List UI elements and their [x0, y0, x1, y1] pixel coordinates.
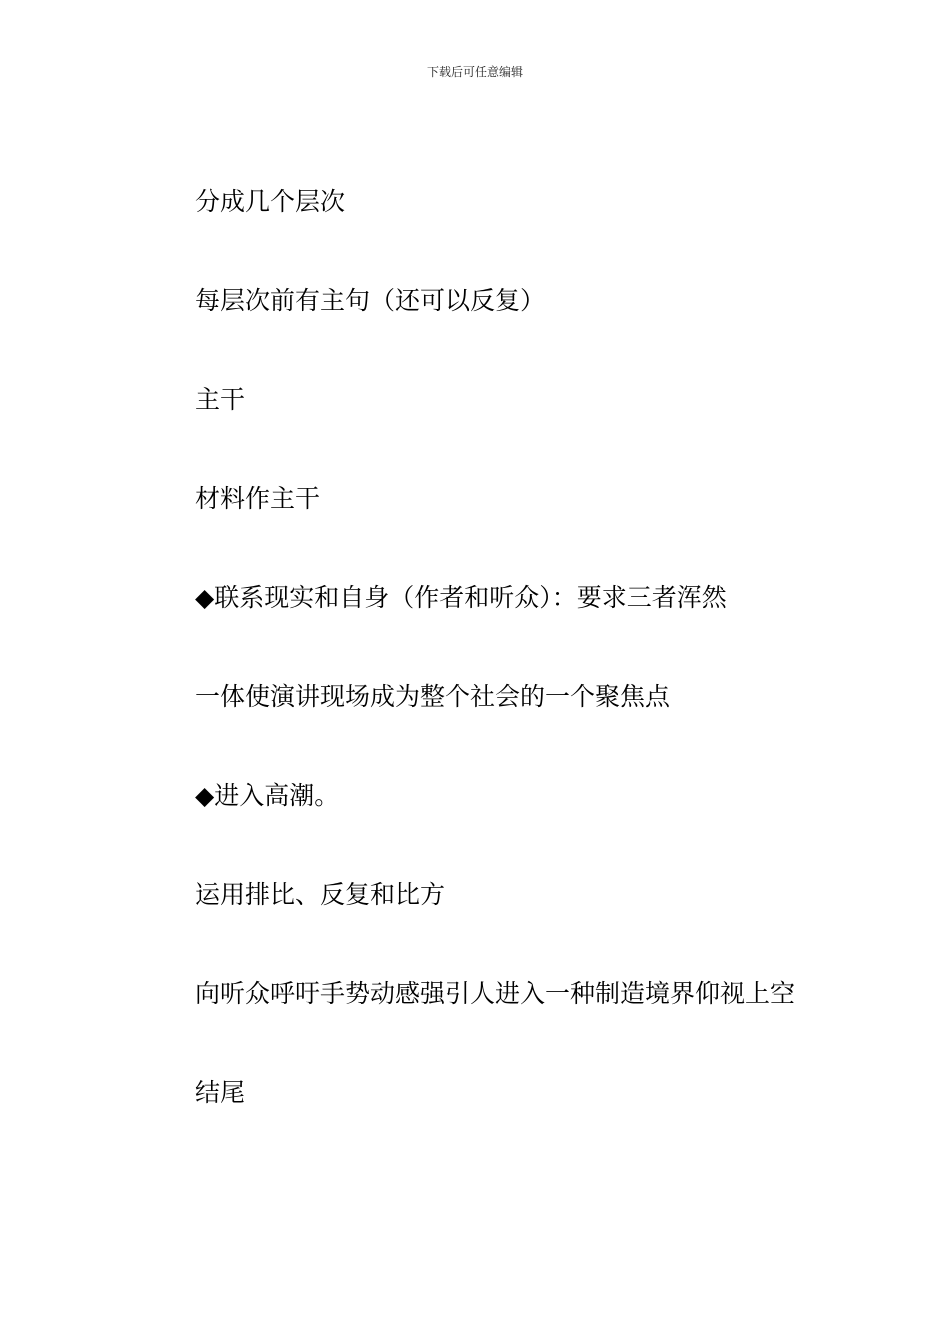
header-note: 下载后可任意编辑 — [426, 65, 523, 79]
paragraph-material-trunk: 材料作主干 — [195, 484, 321, 513]
paragraph-climax: ◆进入高潮。 — [195, 781, 340, 810]
paragraph-focus-point: 一体使演讲现场成为整个社会的一个聚焦点 — [195, 682, 671, 711]
paragraph-ending: 结尾 — [195, 1078, 246, 1107]
document-body — [145, 178, 815, 1168]
paragraph-topic-sentence: 每层次前有主句（还可以反复） — [195, 286, 546, 315]
paragraph-trunk: 主干 — [195, 385, 246, 414]
paragraph-rhetoric: 运用排比、反复和比方 — [195, 880, 446, 909]
paragraph-connect-reality: ◆联系现实和自身（作者和听众）：要求三者浑然 — [195, 583, 727, 612]
paragraph-layers: 分成几个层次 — [195, 187, 346, 216]
paragraph-appeal-audience: 向听众呼吁手势动感强引人进入一种制造境界仰视上空 — [195, 979, 796, 1008]
